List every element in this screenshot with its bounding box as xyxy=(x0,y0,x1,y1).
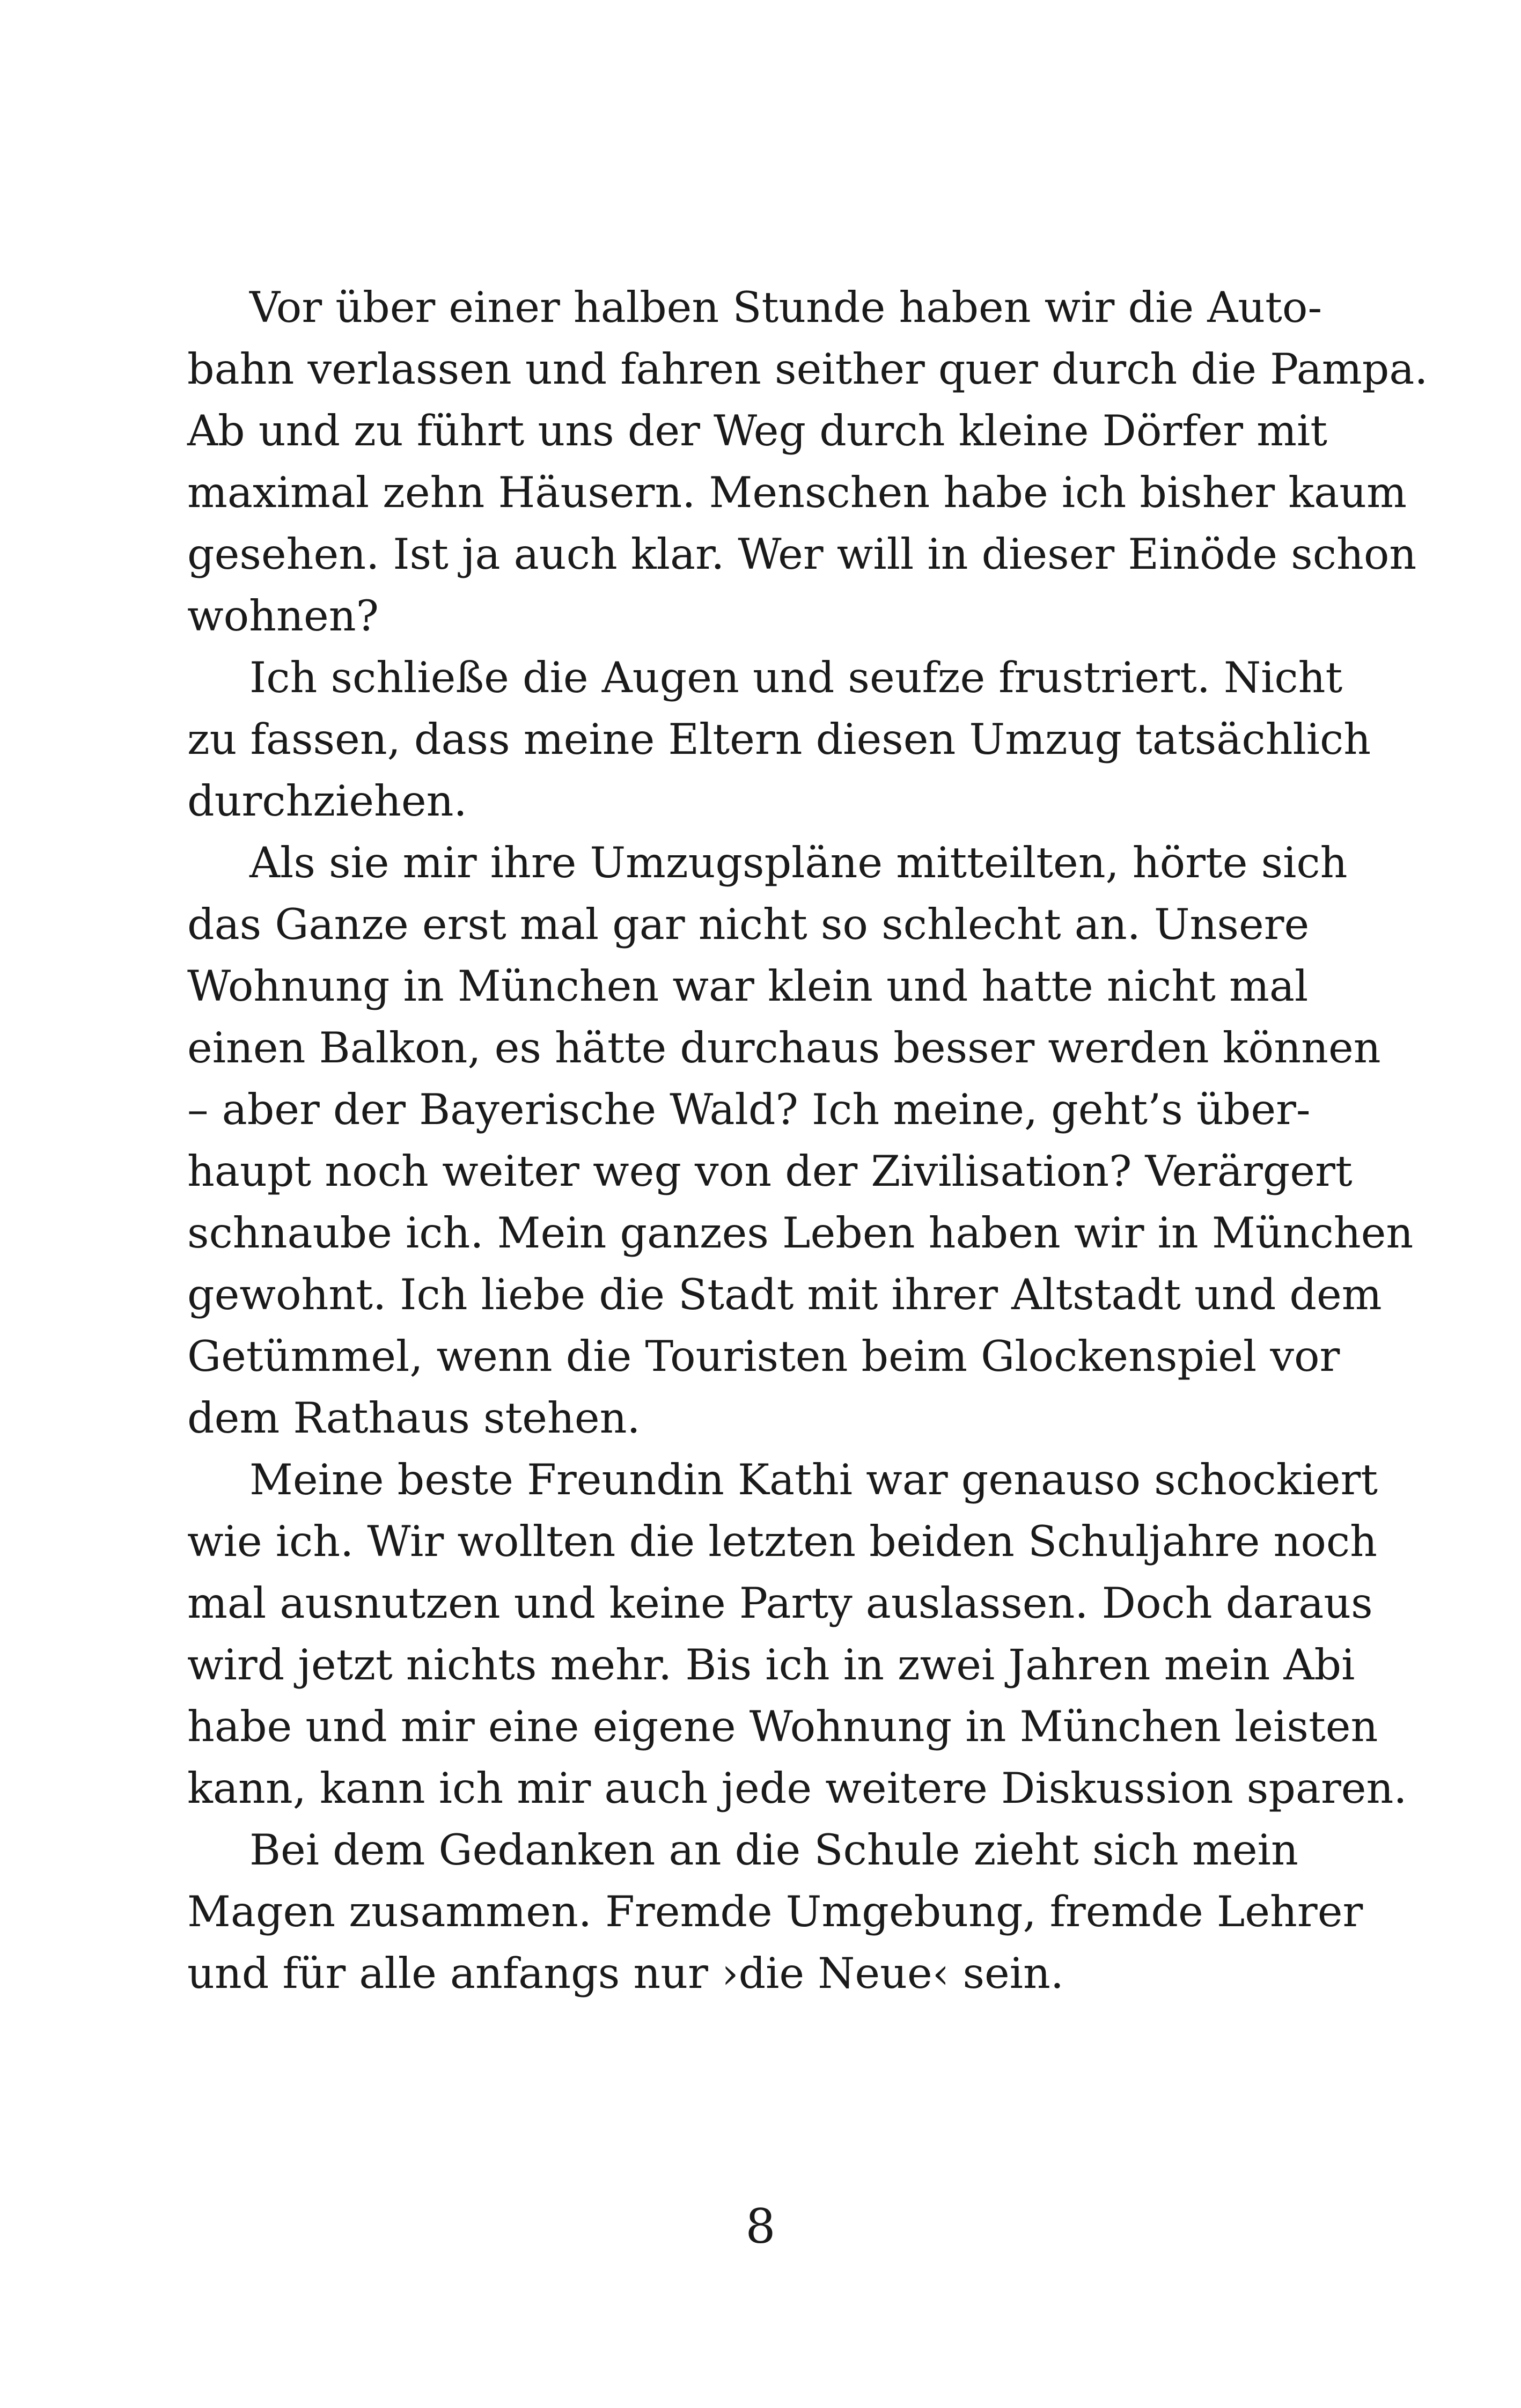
text-line: kann, kann ich mir auch jede weitere Diskussion sparen. xyxy=(187,1764,1407,1813)
text-line: durchziehen. xyxy=(187,776,467,826)
text-line: habe und mir eine eigene Wohnung in München leisten xyxy=(187,1702,1378,1751)
text-line: schnaube ich. Mein ganzes Leben haben wir in München xyxy=(187,1208,1414,1258)
text-line: einen Balkon, es hätte durchaus besser werden können xyxy=(187,1023,1381,1073)
text-line: haupt noch weiter weg von der Zivilisation? Verärgert xyxy=(187,1147,1353,1196)
text-line: Getümmel, wenn die Touristen beim Glockenspiel vor xyxy=(187,1332,1340,1381)
text-line: dem Rathaus stehen. xyxy=(187,1393,641,1443)
text-line: Magen zusammen. Fremde Umgebung, fremde Lehrer xyxy=(187,1887,1363,1936)
text-line: gewohnt. Ich liebe die Stadt mit ihrer Altstadt und dem xyxy=(187,1270,1382,1319)
paragraph-5 xyxy=(187,1819,1363,2005)
book-text-body xyxy=(187,277,1428,2005)
text-line: bahn verlassen und fahren seither quer durch die Pampa. xyxy=(187,344,1428,394)
text-line: Meine beste Freundin Kathi war genauso schockiert xyxy=(249,1455,1378,1504)
page-number: 8 xyxy=(745,2199,776,2254)
text-line: gesehen. Ist ja auch klar. Wer will in dieser Einöde schon xyxy=(187,530,1417,579)
text-line: Vor über einer halben Stunde haben wir die Auto- xyxy=(249,283,1322,332)
text-line: zu fassen, dass meine Eltern diesen Umzug tatsächlich xyxy=(187,715,1371,764)
text-line: Ab und zu führt uns der Weg durch kleine Dörfer mit xyxy=(187,406,1328,456)
text-line: und für alle anfangs nur ›die Neue‹ sein. xyxy=(187,1949,1064,1998)
paragraph-3 xyxy=(187,832,1414,1449)
text-line: – aber der Bayerische Wald? Ich meine, geht’s über- xyxy=(187,1085,1311,1134)
text-line: Ich schließe die Augen und seufze frustriert. Nicht xyxy=(249,653,1343,702)
text-line: Wohnung in München war klein und hatte nicht mal xyxy=(187,961,1309,1011)
text-line: wie ich. Wir wollten die letzten beiden Schuljahre noch xyxy=(187,1517,1378,1566)
text-line: maximal zehn Häusern. Menschen habe ich bisher kaum xyxy=(187,468,1407,517)
text-line: Bei dem Gedanken an die Schule zieht sich mein xyxy=(249,1825,1298,1875)
text-line: mal ausnutzen und keine Party auslassen. Doch daraus xyxy=(187,1579,1373,1628)
paragraph-4 xyxy=(187,1449,1407,1819)
text-line: wohnen? xyxy=(187,591,379,641)
text-line: wird jetzt nichts mehr. Bis ich in zwei Jahren mein Abi xyxy=(187,1640,1355,1690)
text-line: das Ganze erst mal gar nicht so schlecht an. Unsere xyxy=(187,900,1310,949)
text-line: Als sie mir ihre Umzugspläne mitteilten, hörte sich xyxy=(249,838,1348,887)
paragraph-2 xyxy=(187,647,1371,832)
paragraph-1 xyxy=(187,277,1428,647)
